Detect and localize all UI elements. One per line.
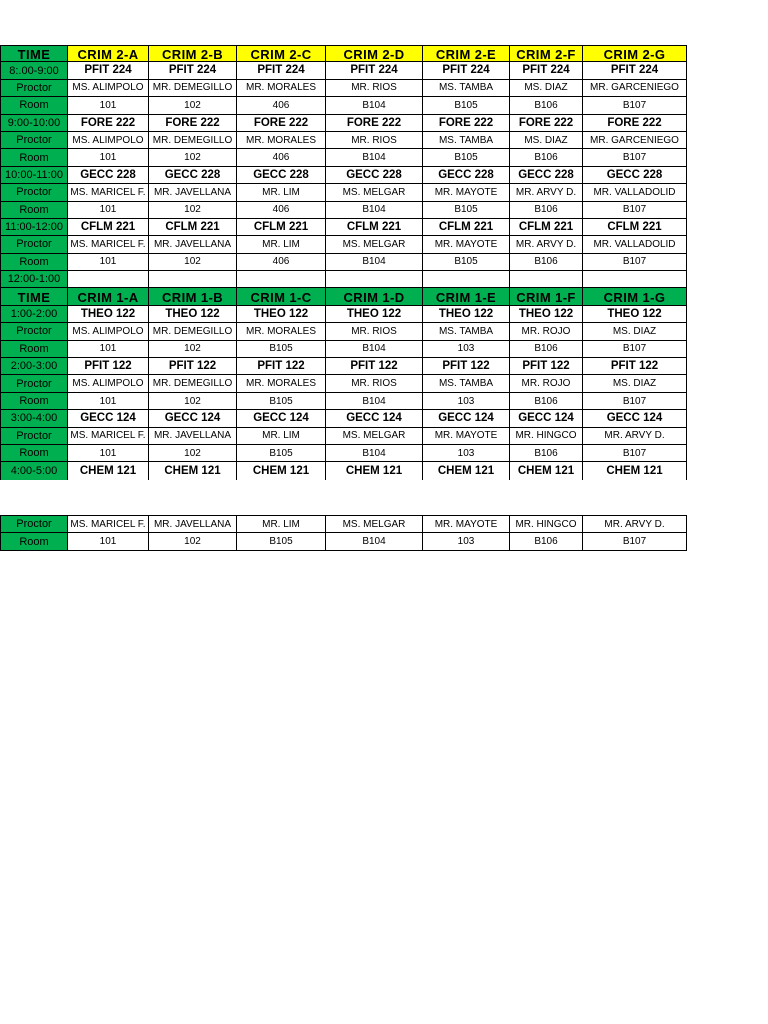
proctor-cell: MR. DEMEGILLO: [149, 80, 237, 97]
room-label-cell: Room: [0, 533, 68, 551]
subject-cell: CFLM 221: [68, 219, 149, 236]
section-header-cell: CRIM 2-D: [326, 45, 423, 62]
proctor-cell: MR. LIM: [237, 184, 326, 201]
room-cell: B107: [583, 341, 687, 358]
subject-cell: FORE 222: [237, 115, 326, 132]
subject-cell: THEO 122: [149, 306, 237, 323]
section-header-row: [0, 288, 687, 305]
proctor-cell: MR. LIM: [237, 428, 326, 445]
proctor-cell: MR. ARVY D.: [583, 515, 687, 533]
proctor-cell: MR. GARCENIEGO: [583, 80, 687, 97]
break-row: [0, 271, 687, 288]
room-cell: B105: [423, 202, 510, 219]
proctor-row: [0, 323, 687, 340]
proctor-cell: MS. TAMBA: [423, 132, 510, 149]
proctor-cell: MS. DIAZ: [510, 132, 583, 149]
proctor-cell: MR. MORALES: [237, 80, 326, 97]
proctor-row: [0, 375, 687, 392]
room-cell: B104: [326, 149, 423, 166]
subject-cell: FORE 222: [68, 115, 149, 132]
proctor-label-cell: Proctor: [0, 428, 68, 445]
room-cell: B105: [423, 97, 510, 114]
time-slot-row: [0, 410, 687, 427]
proctor-cell: MS. DIAZ: [583, 323, 687, 340]
proctor-label-cell: Proctor: [0, 515, 68, 533]
section-header-row: [0, 45, 687, 62]
proctor-row: [0, 80, 687, 97]
continuation-table: [0, 515, 687, 551]
proctor-row: [0, 184, 687, 201]
room-cell: B104: [326, 254, 423, 271]
subject-cell: PFIT 122: [237, 358, 326, 375]
proctor-cell: MS. DIAZ: [583, 375, 687, 392]
proctor-cell: MR. RIOS: [326, 323, 423, 340]
subject-cell: GECC 124: [583, 410, 687, 427]
subject-cell: CFLM 221: [423, 219, 510, 236]
room-cell: 101: [68, 533, 149, 551]
subject-cell: GECC 228: [237, 167, 326, 184]
room-row: [0, 254, 687, 271]
section-header-cell: CRIM 1-F: [510, 288, 583, 305]
proctor-cell: MR. DEMEGILLO: [149, 323, 237, 340]
proctor-cell: MR. MAYOTE: [423, 515, 510, 533]
subject-cell: GECC 228: [583, 167, 687, 184]
subject-cell: THEO 122: [510, 306, 583, 323]
time-slot-cell: 1:00-2:00: [0, 306, 68, 323]
proctor-label-cell: Proctor: [0, 80, 68, 97]
empty-cell: [583, 271, 687, 288]
proctor-cell: MR. HINGCO: [510, 515, 583, 533]
proctor-cell: MS. ALIMPOLO: [68, 80, 149, 97]
section-header-cell: CRIM 2-G: [583, 45, 687, 62]
room-cell: 102: [149, 445, 237, 462]
room-cell: B106: [510, 445, 583, 462]
proctor-row: [0, 236, 687, 253]
time-header-cell: TIME: [0, 45, 68, 62]
proctor-cell: MR. DEMEGILLO: [149, 132, 237, 149]
room-cell: B107: [583, 202, 687, 219]
proctor-cell: MR. LIM: [237, 515, 326, 533]
proctor-cell: MS. ALIMPOLO: [68, 132, 149, 149]
time-slot-cell: 4:00-5:00: [0, 462, 68, 479]
proctor-cell: MR. JAVELLANA: [149, 515, 237, 533]
room-label-cell: Room: [0, 341, 68, 358]
room-cell: 102: [149, 254, 237, 271]
room-cell: B107: [583, 445, 687, 462]
room-cell: B104: [326, 393, 423, 410]
room-cell: B105: [237, 533, 326, 551]
room-cell: 102: [149, 533, 237, 551]
room-cell: 102: [149, 393, 237, 410]
room-cell: 101: [68, 445, 149, 462]
room-cell: B105: [423, 149, 510, 166]
proctor-cell: MS. MELGAR: [326, 515, 423, 533]
empty-cell: [423, 271, 510, 288]
room-cell: B104: [326, 97, 423, 114]
room-row: [0, 393, 687, 410]
room-row: [0, 445, 687, 462]
proctor-cell: MR. RIOS: [326, 80, 423, 97]
subject-cell: PFIT 224: [583, 62, 687, 79]
room-cell: 103: [423, 393, 510, 410]
proctor-cell: MR. RIOS: [326, 132, 423, 149]
room-cell: B105: [237, 393, 326, 410]
subject-cell: PFIT 224: [510, 62, 583, 79]
proctor-cell: MR. JAVELLANA: [149, 236, 237, 253]
section-header-cell: CRIM 2-E: [423, 45, 510, 62]
proctor-cell: MR. MORALES: [237, 132, 326, 149]
empty-cell: [68, 271, 149, 288]
room-row: [0, 149, 687, 166]
proctor-cell: MR. ARVY D.: [510, 184, 583, 201]
room-cell: B104: [326, 533, 423, 551]
room-label-cell: Room: [0, 149, 68, 166]
section-header-cell: CRIM 1-B: [149, 288, 237, 305]
proctor-cell: MR. LIM: [237, 236, 326, 253]
room-cell: 101: [68, 341, 149, 358]
subject-cell: PFIT 224: [326, 62, 423, 79]
room-cell: B106: [510, 149, 583, 166]
subject-cell: GECC 228: [510, 167, 583, 184]
proctor-cell: MS. MARICEL F.: [68, 428, 149, 445]
proctor-label-cell: Proctor: [0, 375, 68, 392]
section-header-cell: CRIM 1-A: [68, 288, 149, 305]
room-cell: 103: [423, 533, 510, 551]
subject-cell: PFIT 224: [423, 62, 510, 79]
room-cell: B107: [583, 254, 687, 271]
subject-cell: PFIT 122: [326, 358, 423, 375]
subject-cell: GECC 124: [423, 410, 510, 427]
section-header-cell: CRIM 1-G: [583, 288, 687, 305]
room-cell: 101: [68, 254, 149, 271]
room-cell: B105: [423, 254, 510, 271]
proctor-label-cell: Proctor: [0, 184, 68, 201]
proctor-cell: MR. JAVELLANA: [149, 184, 237, 201]
proctor-row: [0, 132, 687, 149]
subject-cell: FORE 222: [326, 115, 423, 132]
proctor-cell: MR. MAYOTE: [423, 184, 510, 201]
subject-cell: PFIT 224: [237, 62, 326, 79]
subject-cell: PFIT 122: [583, 358, 687, 375]
section-header-cell: CRIM 2-C: [237, 45, 326, 62]
room-label-cell: Room: [0, 393, 68, 410]
subject-cell: CFLM 221: [510, 219, 583, 236]
room-cell: 101: [68, 97, 149, 114]
subject-cell: PFIT 122: [423, 358, 510, 375]
subject-cell: CHEM 121: [326, 462, 423, 479]
room-label-cell: Room: [0, 97, 68, 114]
proctor-cell: MR. ARVY D.: [583, 428, 687, 445]
empty-cell: [237, 271, 326, 288]
room-cell: B106: [510, 202, 583, 219]
room-cell: 406: [237, 254, 326, 271]
room-cell: 101: [68, 202, 149, 219]
proctor-cell: MS. MELGAR: [326, 184, 423, 201]
proctor-label-cell: Proctor: [0, 323, 68, 340]
proctor-cell: MR. ROJO: [510, 375, 583, 392]
subject-cell: FORE 222: [423, 115, 510, 132]
time-slot-cell: 8:.00-9:00: [0, 62, 68, 79]
proctor-label-cell: Proctor: [0, 236, 68, 253]
room-cell: B104: [326, 202, 423, 219]
room-cell: B105: [237, 341, 326, 358]
proctor-cell: MS. MARICEL F.: [68, 184, 149, 201]
room-cell: 406: [237, 149, 326, 166]
proctor-cell: MR. VALLADOLID: [583, 184, 687, 201]
subject-cell: GECC 228: [423, 167, 510, 184]
room-row: [0, 341, 687, 358]
time-slot-row: [0, 358, 687, 375]
proctor-cell: MR. ARVY D.: [510, 236, 583, 253]
time-slot-row: [0, 115, 687, 132]
time-slot-row: [0, 219, 687, 236]
subject-cell: FORE 222: [149, 115, 237, 132]
proctor-cell: MR. GARCENIEGO: [583, 132, 687, 149]
room-label-cell: Room: [0, 445, 68, 462]
room-cell: 102: [149, 149, 237, 166]
subject-cell: PFIT 122: [68, 358, 149, 375]
room-row: [0, 97, 687, 114]
subject-cell: PFIT 224: [149, 62, 237, 79]
room-cell: B104: [326, 341, 423, 358]
subject-cell: CFLM 221: [237, 219, 326, 236]
proctor-cell: MR. MORALES: [237, 375, 326, 392]
exam-schedule-table: [0, 45, 687, 480]
room-cell: 406: [237, 97, 326, 114]
room-cell: 406: [237, 202, 326, 219]
room-cell: B104: [326, 445, 423, 462]
proctor-cell: MR. VALLADOLID: [583, 236, 687, 253]
subject-cell: FORE 222: [510, 115, 583, 132]
room-cell: 102: [149, 202, 237, 219]
room-cell: 102: [149, 97, 237, 114]
proctor-cell: MS. TAMBA: [423, 375, 510, 392]
subject-cell: THEO 122: [423, 306, 510, 323]
subject-cell: THEO 122: [237, 306, 326, 323]
subject-cell: CFLM 221: [149, 219, 237, 236]
section-header-cell: CRIM 2-F: [510, 45, 583, 62]
subject-cell: GECC 124: [510, 410, 583, 427]
empty-cell: [326, 271, 423, 288]
subject-cell: GECC 124: [326, 410, 423, 427]
subject-cell: GECC 228: [68, 167, 149, 184]
room-row: [0, 533, 687, 551]
room-cell: B106: [510, 97, 583, 114]
subject-cell: GECC 124: [68, 410, 149, 427]
section-header-cell: CRIM 1-D: [326, 288, 423, 305]
subject-cell: PFIT 122: [510, 358, 583, 375]
section-header-cell: CRIM 2-B: [149, 45, 237, 62]
subject-cell: GECC 124: [237, 410, 326, 427]
proctor-cell: MR. RIOS: [326, 375, 423, 392]
subject-cell: CHEM 121: [68, 462, 149, 479]
subject-cell: CHEM 121: [237, 462, 326, 479]
section-header-cell: CRIM 2-A: [68, 45, 149, 62]
time-slot-cell: 11:00-12:00: [0, 219, 68, 236]
proctor-cell: MR. MORALES: [237, 323, 326, 340]
proctor-cell: MS. MARICEL F.: [68, 236, 149, 253]
time-header-cell: TIME: [0, 288, 68, 305]
room-cell: B106: [510, 533, 583, 551]
subject-cell: CFLM 221: [326, 219, 423, 236]
room-cell: B107: [583, 393, 687, 410]
time-slot-cell: 2:00-3:00: [0, 358, 68, 375]
time-slot-row: [0, 306, 687, 323]
empty-cell: [510, 271, 583, 288]
time-slot-row: [0, 167, 687, 184]
proctor-cell: MR. JAVELLANA: [149, 428, 237, 445]
room-cell: 103: [423, 445, 510, 462]
subject-cell: PFIT 224: [68, 62, 149, 79]
room-label-cell: Room: [0, 202, 68, 219]
proctor-cell: MR. ROJO: [510, 323, 583, 340]
proctor-cell: MR. MAYOTE: [423, 236, 510, 253]
subject-cell: CHEM 121: [583, 462, 687, 479]
proctor-cell: MS. MELGAR: [326, 428, 423, 445]
room-label-cell: Room: [0, 254, 68, 271]
section-header-cell: CRIM 1-C: [237, 288, 326, 305]
subject-cell: THEO 122: [68, 306, 149, 323]
room-cell: 102: [149, 341, 237, 358]
subject-cell: CHEM 121: [510, 462, 583, 479]
subject-cell: GECC 124: [149, 410, 237, 427]
subject-cell: CFLM 221: [583, 219, 687, 236]
subject-cell: PFIT 122: [149, 358, 237, 375]
proctor-cell: MR. HINGCO: [510, 428, 583, 445]
time-slot-cell: 9:00-10:00: [0, 115, 68, 132]
room-cell: B106: [510, 341, 583, 358]
proctor-row: [0, 428, 687, 445]
room-cell: B106: [510, 393, 583, 410]
proctor-cell: MS. MELGAR: [326, 236, 423, 253]
proctor-label-cell: Proctor: [0, 132, 68, 149]
proctor-cell: MS. TAMBA: [423, 323, 510, 340]
room-cell: 103: [423, 341, 510, 358]
proctor-cell: MR. DEMEGILLO: [149, 375, 237, 392]
subject-cell: GECC 228: [149, 167, 237, 184]
proctor-cell: MS. DIAZ: [510, 80, 583, 97]
subject-cell: GECC 228: [326, 167, 423, 184]
empty-cell: [149, 271, 237, 288]
proctor-cell: MS. ALIMPOLO: [68, 323, 149, 340]
proctor-cell: MS. TAMBA: [423, 80, 510, 97]
subject-cell: FORE 222: [583, 115, 687, 132]
proctor-cell: MR. MAYOTE: [423, 428, 510, 445]
room-cell: B105: [237, 445, 326, 462]
room-row: [0, 202, 687, 219]
time-slot-cell: 10:00-11:00: [0, 167, 68, 184]
room-cell: B106: [510, 254, 583, 271]
subject-cell: THEO 122: [583, 306, 687, 323]
time-slot-row: [0, 462, 687, 479]
subject-cell: CHEM 121: [423, 462, 510, 479]
time-slot-row: [0, 62, 687, 79]
section-header-cell: CRIM 1-E: [423, 288, 510, 305]
proctor-cell: MS. MARICEL F.: [68, 515, 149, 533]
room-cell: B107: [583, 533, 687, 551]
proctor-cell: MS. ALIMPOLO: [68, 375, 149, 392]
room-cell: 101: [68, 149, 149, 166]
room-cell: 101: [68, 393, 149, 410]
subject-cell: CHEM 121: [149, 462, 237, 479]
room-cell: B107: [583, 149, 687, 166]
time-slot-cell: 3:00-4:00: [0, 410, 68, 427]
break-time-cell: 12:00-1:00: [0, 271, 68, 288]
proctor-row: [0, 515, 687, 533]
room-cell: B107: [583, 97, 687, 114]
subject-cell: THEO 122: [326, 306, 423, 323]
